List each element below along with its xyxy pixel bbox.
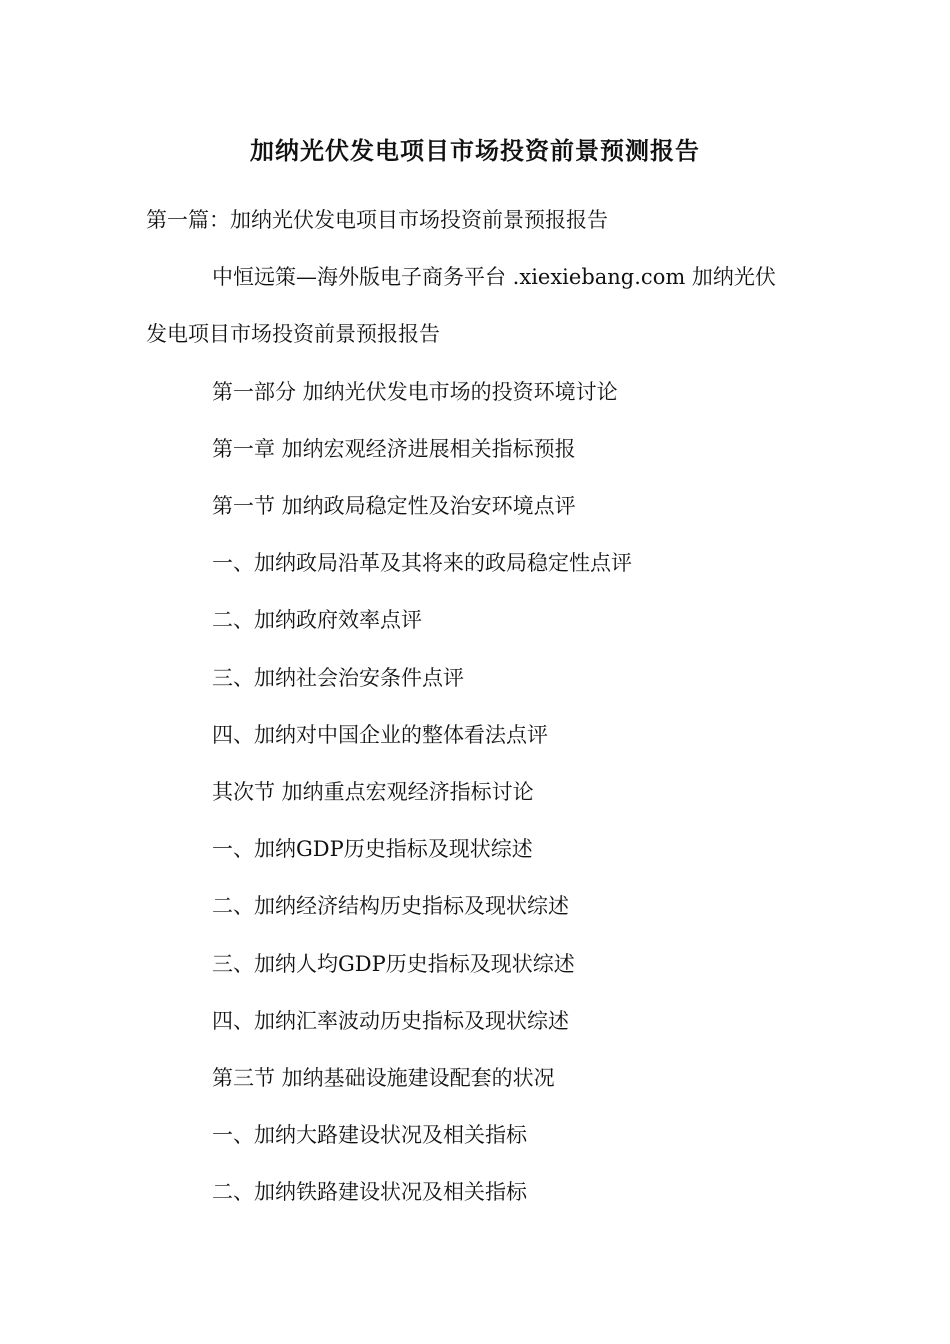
toc-item: 一、加纳政局沿革及其将来的政局稳定性点评 <box>212 551 632 575</box>
toc-item: 三、加纳人均GDP历史指标及现状综述 <box>212 952 575 976</box>
toc-item: 二、加纳经济结构历史指标及现状综述 <box>212 894 569 918</box>
toc-section-heading: 其次节 加纳重点宏观经济指标讨论 <box>212 780 534 804</box>
paragraph-line: 发电项目市场投资前景预报报告 <box>146 322 440 346</box>
toc-item: 四、加纳汇率波动历史指标及现状综述 <box>212 1009 569 1033</box>
toc-item: 二、加纳政府效率点评 <box>212 608 422 632</box>
document-title: 加纳光伏发电项目市场投资前景预测报告 <box>250 136 700 165</box>
toc-item: 三、加纳社会治安条件点评 <box>212 666 464 690</box>
toc-chapter-heading: 第一章 加纳宏观经济进展相关指标预报 <box>212 437 576 461</box>
paragraph-line: 中恒远策—海外版电子商务平台 .xiexiebang.com 加纳光伏 <box>212 265 776 289</box>
toc-item: 四、加纳对中国企业的整体看法点评 <box>212 723 548 747</box>
toc-item: 一、加纳GDP历史指标及现状综述 <box>212 837 533 861</box>
toc-part-heading: 第一部分 加纳光伏发电市场的投资环境讨论 <box>212 380 618 404</box>
toc-item: 一、加纳大路建设状况及相关指标 <box>212 1123 527 1147</box>
toc-item: 二、加纳铁路建设状况及相关指标 <box>212 1180 527 1204</box>
toc-section-heading: 第一节 加纳政局稳定性及治安环境点评 <box>212 494 576 518</box>
toc-section-heading: 第三节 加纳基础设施建设配套的状况 <box>212 1066 555 1090</box>
section-heading-part-one: 第一篇：加纳光伏发电项目市场投资前景预报报告 <box>146 208 608 232</box>
